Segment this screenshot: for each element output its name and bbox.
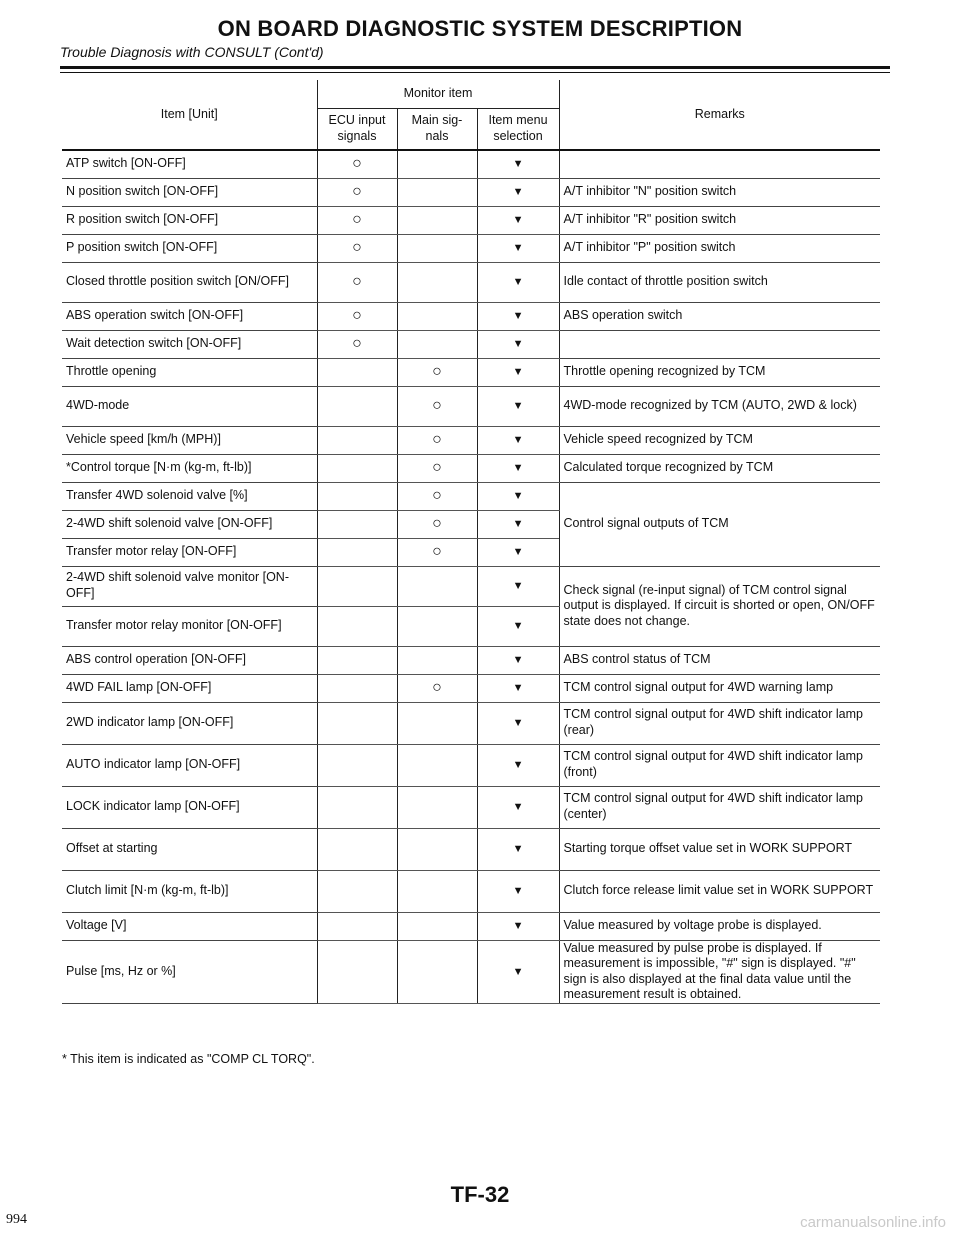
- item-unit-cell: ABS control operation [ON-OFF]: [62, 646, 317, 674]
- main-signal-cell: [397, 386, 477, 426]
- menu-selection-mark: ▼: [512, 158, 524, 171]
- main-signal-cell: [397, 358, 477, 386]
- menu-selection-cell: [477, 482, 559, 510]
- ecu-input-cell: [317, 538, 397, 566]
- main-signal-mark: ○: [432, 678, 442, 696]
- remarks-cell: A/T inhibitor "P" position switch: [559, 234, 880, 262]
- remarks-cell: Clutch force release limit value set in WORK SUPPORT: [559, 870, 880, 912]
- ecu-input-mark: ○: [352, 272, 362, 290]
- page-subtitle: Trouble Diagnosis with CONSULT (Cont'd): [60, 44, 324, 60]
- remarks-cell: Calculated torque recognized by TCM: [559, 454, 880, 482]
- remarks-cell: Starting torque offset value set in WORK SUPPORT: [559, 828, 880, 870]
- table-row: [62, 358, 880, 386]
- table-row: [62, 482, 880, 510]
- menu-selection-mark: ▼: [512, 580, 524, 593]
- ecu-input-cell: [317, 940, 397, 1004]
- item-unit-cell: R position switch [ON-OFF]: [62, 206, 317, 234]
- main-signal-cell: [397, 674, 477, 702]
- main-signal-cell: [397, 606, 477, 646]
- menu-selection-cell: [477, 674, 559, 702]
- main-signal-cell: [397, 178, 477, 206]
- menu-selection-mark: ▼: [512, 965, 524, 978]
- diagnostic-table: [62, 80, 880, 1004]
- ecu-input-cell: [317, 206, 397, 234]
- main-signal-cell: [397, 330, 477, 358]
- ecu-input-cell: [317, 178, 397, 206]
- item-unit-cell: 2-4WD shift solenoid valve monitor [ON-OFF]: [62, 566, 317, 606]
- remarks-cell: Check signal (re-input signal) of TCM control signal output is displayed. If circuit is shorted or open, ON/OFF state does not change.: [559, 566, 880, 646]
- menu-selection-cell: [477, 646, 559, 674]
- ecu-input-cell: [317, 482, 397, 510]
- ecu-input-cell: [317, 234, 397, 262]
- table-row: [62, 646, 880, 674]
- header-rule-thick: [60, 66, 890, 69]
- ecu-input-mark: ○: [352, 154, 362, 172]
- remarks-cell: TCM control signal output for 4WD shift indicator lamp (rear): [559, 702, 880, 744]
- remarks-cell: Vehicle speed recognized by TCM: [559, 426, 880, 454]
- item-unit-cell: Throttle opening: [62, 358, 317, 386]
- header-item-menu: Item menu selection: [477, 108, 559, 150]
- ecu-input-cell: [317, 606, 397, 646]
- header-item-unit: Item [Unit]: [62, 80, 317, 150]
- menu-selection-mark: ▼: [512, 310, 524, 323]
- ecu-input-mark: ○: [352, 182, 362, 200]
- page-title: ON BOARD DIAGNOSTIC SYSTEM DESCRIPTION: [217, 16, 743, 41]
- ecu-input-cell: [317, 828, 397, 870]
- ecu-input-cell: [317, 386, 397, 426]
- main-signal-cell: [397, 206, 477, 234]
- main-signal-mark: ○: [432, 514, 442, 532]
- main-signal-mark: ○: [432, 430, 442, 448]
- menu-selection-cell: [477, 206, 559, 234]
- menu-selection-cell: [477, 538, 559, 566]
- page-number: 994: [6, 1212, 27, 1227]
- menu-selection-cell: [477, 330, 559, 358]
- ecu-input-cell: [317, 646, 397, 674]
- main-signal-cell: [397, 912, 477, 940]
- menu-selection-cell: [477, 828, 559, 870]
- main-signal-mark: ○: [432, 362, 442, 380]
- item-unit-cell: Wait detection switch [ON-OFF]: [62, 330, 317, 358]
- item-unit-cell: Clutch limit [N·m (kg-m, ft-lb)]: [62, 870, 317, 912]
- table-row: [62, 178, 880, 206]
- item-unit-cell: 4WD FAIL lamp [ON-OFF]: [62, 674, 317, 702]
- main-signal-cell: [397, 744, 477, 786]
- ecu-input-cell: [317, 702, 397, 744]
- ecu-input-cell: [317, 744, 397, 786]
- menu-selection-mark: ▼: [512, 338, 524, 351]
- main-signal-cell: [397, 234, 477, 262]
- menu-selection-mark: ▼: [512, 186, 524, 199]
- remarks-cell: Value measured by pulse probe is displayed. If measurement is impossible, "#" sign is displayed. "#" sign is also displayed at the final data value until the measurement result is obtained.: [559, 940, 880, 1004]
- menu-selection-cell: [477, 940, 559, 1004]
- remarks-cell: [559, 150, 880, 178]
- remarks-cell: Control signal outputs of TCM: [559, 482, 880, 566]
- table-row: [62, 330, 880, 358]
- table-row: [62, 426, 880, 454]
- menu-selection-mark: ▼: [512, 654, 524, 667]
- main-signal-cell: [397, 454, 477, 482]
- item-unit-cell: 2WD indicator lamp [ON-OFF]: [62, 702, 317, 744]
- main-signal-cell: [397, 150, 477, 178]
- menu-selection-mark: ▼: [512, 546, 524, 559]
- item-unit-cell: Voltage [V]: [62, 912, 317, 940]
- ecu-input-cell: [317, 262, 397, 302]
- menu-selection-mark: ▼: [512, 276, 524, 289]
- menu-selection-cell: [477, 606, 559, 646]
- ecu-input-cell: [317, 870, 397, 912]
- menu-selection-cell: [477, 262, 559, 302]
- table-row: [62, 744, 880, 786]
- table-row: [62, 206, 880, 234]
- item-unit-cell: ATP switch [ON-OFF]: [62, 150, 317, 178]
- menu-selection-cell: [477, 302, 559, 330]
- main-signal-mark: ○: [432, 458, 442, 476]
- item-unit-cell: ABS operation switch [ON-OFF]: [62, 302, 317, 330]
- remarks-cell: A/T inhibitor "N" position switch: [559, 178, 880, 206]
- menu-selection-mark: ▼: [512, 518, 524, 531]
- item-unit-cell: AUTO indicator lamp [ON-OFF]: [62, 744, 317, 786]
- menu-selection-cell: [477, 234, 559, 262]
- remarks-cell: [559, 330, 880, 358]
- menu-selection-cell: [477, 386, 559, 426]
- menu-selection-cell: [477, 178, 559, 206]
- menu-selection-mark: ▼: [512, 920, 524, 933]
- menu-selection-mark: ▼: [512, 462, 524, 475]
- menu-selection-cell: [477, 358, 559, 386]
- remarks-cell: ABS control status of TCM: [559, 646, 880, 674]
- menu-selection-mark: ▼: [512, 717, 524, 730]
- menu-selection-cell: [477, 912, 559, 940]
- header-remarks: Remarks: [559, 80, 880, 150]
- menu-selection-cell: [477, 786, 559, 828]
- remarks-cell: Throttle opening recognized by TCM: [559, 358, 880, 386]
- table-body: [62, 150, 880, 1004]
- main-signal-cell: [397, 786, 477, 828]
- watermark-text: carmanualsonline.info: [800, 1214, 946, 1231]
- remarks-cell: TCM control signal output for 4WD shift indicator lamp (center): [559, 786, 880, 828]
- main-signal-cell: [397, 870, 477, 912]
- table-row: [62, 702, 880, 744]
- ecu-input-mark: ○: [352, 334, 362, 352]
- header-ecu-input: ECU input signals: [317, 108, 397, 150]
- table-row: [62, 912, 880, 940]
- menu-selection-mark: ▼: [512, 759, 524, 772]
- menu-selection-cell: [477, 870, 559, 912]
- main-signal-cell: [397, 566, 477, 606]
- item-unit-cell: Pulse [ms, Hz or %]: [62, 940, 317, 1004]
- ecu-input-mark: ○: [352, 210, 362, 228]
- menu-selection-mark: ▼: [512, 801, 524, 814]
- footnote: * This item is indicated as "COMP CL TORQ".: [62, 1052, 315, 1066]
- menu-selection-mark: ▼: [512, 885, 524, 898]
- ecu-input-cell: [317, 426, 397, 454]
- main-signal-cell: [397, 426, 477, 454]
- item-unit-cell: *Control torque [N·m (kg-m, ft-lb)]: [62, 454, 317, 482]
- ecu-input-cell: [317, 302, 397, 330]
- item-unit-cell: 2-4WD shift solenoid valve [ON-OFF]: [62, 510, 317, 538]
- remarks-cell: A/T inhibitor "R" position switch: [559, 206, 880, 234]
- ecu-input-mark: ○: [352, 306, 362, 324]
- item-unit-cell: Transfer motor relay monitor [ON-OFF]: [62, 606, 317, 646]
- menu-selection-cell: [477, 744, 559, 786]
- header-rule-thin: [60, 72, 890, 73]
- main-signal-cell: [397, 510, 477, 538]
- remarks-cell: ABS operation switch: [559, 302, 880, 330]
- remarks-cell: TCM control signal output for 4WD warning lamp: [559, 674, 880, 702]
- main-signal-cell: [397, 646, 477, 674]
- ecu-input-cell: [317, 566, 397, 606]
- menu-selection-mark: ▼: [512, 682, 524, 695]
- item-unit-cell: Closed throttle position switch [ON/OFF]: [62, 262, 317, 302]
- main-signal-cell: [397, 302, 477, 330]
- item-unit-cell: 4WD-mode: [62, 386, 317, 426]
- menu-selection-cell: [477, 426, 559, 454]
- menu-selection-mark: ▼: [512, 490, 524, 503]
- ecu-input-cell: [317, 454, 397, 482]
- item-unit-cell: Transfer 4WD solenoid valve [%]: [62, 482, 317, 510]
- menu-selection-cell: [477, 566, 559, 606]
- item-unit-cell: Vehicle speed [km/h (MPH)]: [62, 426, 317, 454]
- ecu-input-cell: [317, 330, 397, 358]
- menu-selection-mark: ▼: [512, 242, 524, 255]
- table-row: [62, 234, 880, 262]
- menu-selection-mark: ▼: [512, 400, 524, 413]
- menu-selection-cell: [477, 150, 559, 178]
- menu-selection-mark: ▼: [512, 843, 524, 856]
- item-unit-cell: LOCK indicator lamp [ON-OFF]: [62, 786, 317, 828]
- remarks-cell: 4WD-mode recognized by TCM (AUTO, 2WD & lock): [559, 386, 880, 426]
- ecu-input-cell: [317, 912, 397, 940]
- menu-selection-mark: ▼: [512, 620, 524, 633]
- header-main-signals: Main sig- nals: [397, 108, 477, 150]
- table-row: [62, 150, 880, 178]
- ecu-input-mark: ○: [352, 238, 362, 256]
- main-signal-cell: [397, 828, 477, 870]
- table-row: [62, 454, 880, 482]
- remarks-cell: Idle contact of throttle position switch: [559, 262, 880, 302]
- table-row: [62, 262, 880, 302]
- menu-selection-mark: ▼: [512, 214, 524, 227]
- page-code: TF-32: [450, 1182, 510, 1207]
- table-row: [62, 828, 880, 870]
- item-unit-cell: P position switch [ON-OFF]: [62, 234, 317, 262]
- ecu-input-cell: [317, 786, 397, 828]
- ecu-input-cell: [317, 674, 397, 702]
- table-row: [62, 566, 880, 606]
- main-signal-cell: [397, 702, 477, 744]
- menu-selection-mark: ▼: [512, 434, 524, 447]
- menu-selection-cell: [477, 510, 559, 538]
- item-unit-cell: N position switch [ON-OFF]: [62, 178, 317, 206]
- table-row: [62, 302, 880, 330]
- remarks-cell: TCM control signal output for 4WD shift indicator lamp (front): [559, 744, 880, 786]
- menu-selection-cell: [477, 454, 559, 482]
- item-unit-cell: Offset at starting: [62, 828, 317, 870]
- main-signal-mark: ○: [432, 486, 442, 504]
- menu-selection-cell: [477, 702, 559, 744]
- remarks-cell: Value measured by voltage probe is displayed.: [559, 912, 880, 940]
- main-signal-cell: [397, 538, 477, 566]
- header-monitor-item: Monitor item: [317, 80, 559, 108]
- main-signal-cell: [397, 482, 477, 510]
- ecu-input-cell: [317, 358, 397, 386]
- item-unit-cell: Transfer motor relay [ON-OFF]: [62, 538, 317, 566]
- table-row: [62, 674, 880, 702]
- table-row: [62, 786, 880, 828]
- ecu-input-cell: [317, 510, 397, 538]
- table-row: [62, 386, 880, 426]
- main-signal-cell: [397, 940, 477, 1004]
- main-signal-mark: ○: [432, 542, 442, 560]
- menu-selection-mark: ▼: [512, 366, 524, 379]
- table-row: [62, 870, 880, 912]
- ecu-input-cell: [317, 150, 397, 178]
- table-row: [62, 940, 880, 1004]
- main-signal-mark: ○: [432, 396, 442, 414]
- main-signal-cell: [397, 262, 477, 302]
